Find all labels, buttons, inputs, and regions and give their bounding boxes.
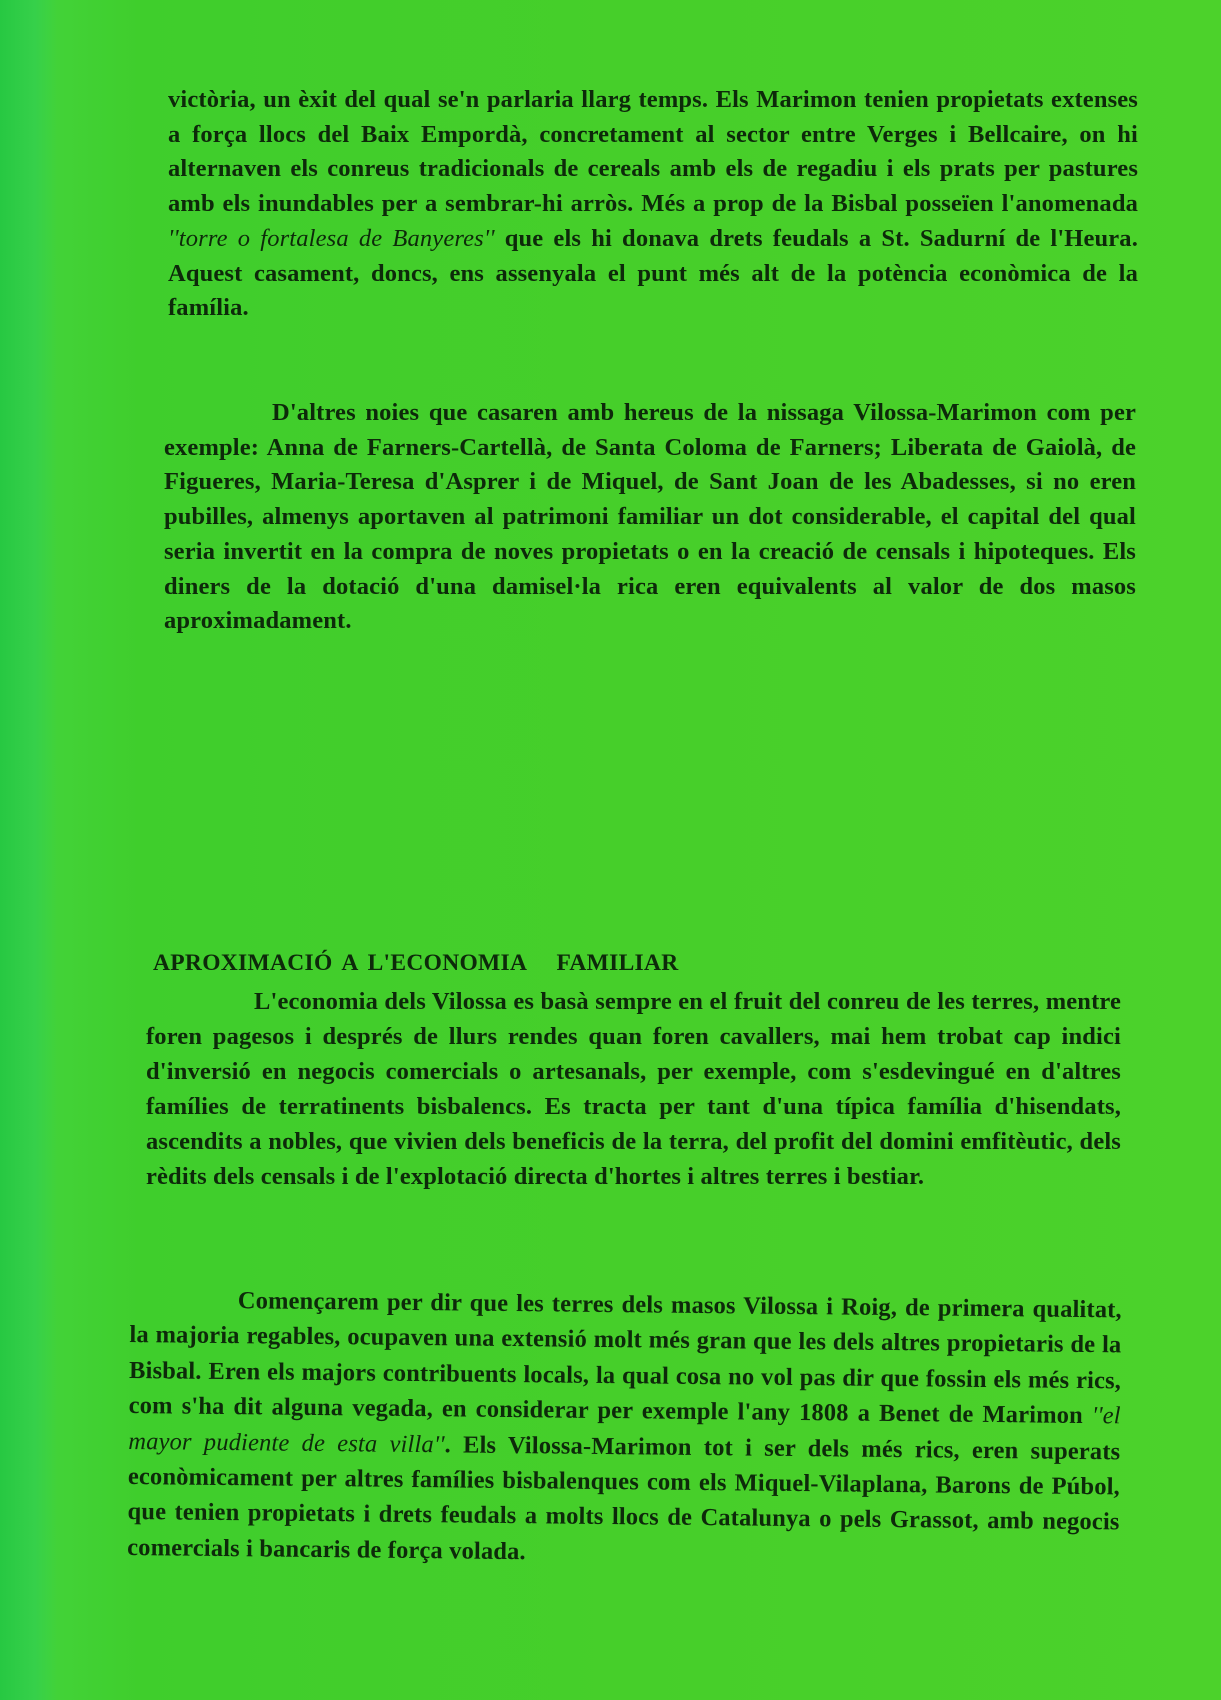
quoted-italic-text: ''torre o fortalesa de Banyeres'' xyxy=(168,224,495,252)
section-heading: APROXIMACIÓ A L'ECONOMIA FAMILIAR xyxy=(153,950,679,976)
paragraph-part-a: victòria, un èxit del qual se'n parlaria llarg temps. Els Marimon tenien propietats extenses a força llocs del Baix Empordà, concretament al sector entre Verges i Bellcaire, on hi alternaven els conreus tradicionals de cereals amb els de regadiu i els prats per pastures amb els inundables per a sembrar-hi arròs. Més a prop de la Bisbal posseïen l'anomenada xyxy=(168,86,1138,218)
paragraph-part-a: Començarem per dir que les terres dels masos Vilossa i Roig, de primera qualitat, la majoria regables, ocupaven una extensió molt més gran que les dels altres propietaris de la Bisbal. Eren els majors contribuents locals, la qual cosa no vol pas dir que fossin els més rics, com s'ha dit alguna vegada, en considerar per exemple l'any 1808 a Benet de Marimon xyxy=(128,1287,1122,1430)
paragraph-text: L'economia dels Vilossa es basà sempre en el fruit del conreu de les terres, mentre foren pagesos i després de llurs rendes quan foren cavallers, mai hem trobat cap indici d'inversió en negocis comercials o artesanals, per exemple, com s'esdevingué en d'altres famílies de terratinents bisbalencs. Es tracta per tant d'una típica família d'hisendats, ascendits a nobles, que vivien dels beneficis de la terra, del profit del domini emfitèutic, dels rèdits dels censals i de l'explotació directa d'hortes i altres terres i bestiar. xyxy=(146,988,1121,1190)
quoted-italic-text: ''el mayor pudiente de esta villa'' xyxy=(128,1402,1121,1458)
paragraph-part-b: . Els Vilossa-Marimon tot i ser dels més rics, eren superats econòmicament per altres famílies bisbalenques com els Miquel-Vilaplana, Barons de Púbol, que tenien propietats i drets feudals a molts llocs de Catalunya o pels Grassot, amb negocis comercials i bancaris de força volada. xyxy=(127,1430,1121,1566)
paragraph-text: D'altres noies que casaren amb hereus de la nissaga Vilossa-Marimon com per exemple: Anna de Farners-Cartellà, de Santa Coloma de Farners; Liberata de Gaiolà, de Figueres, Maria-Teresa d'Asprer i de Miquel, de Sant Joan de les Abadesses, si no eren pubilles, almenys aportaven al patrimoni familiar un dot considerable, el capital del qual seria invertit en la compra de noves propietats o en la creació de censals i hipoteques. Els diners de la dotació d'una damisel·la rica eren equivalents al valor de dos masos aproximadament. xyxy=(164,399,1136,635)
paragraph-lands-comparison xyxy=(127,1282,1122,1576)
paragraph-family-economy xyxy=(146,985,1121,1194)
paragraph-marimon-properties xyxy=(168,83,1138,326)
paragraph-other-marriages xyxy=(164,396,1136,639)
paragraph-text xyxy=(127,1282,1122,1576)
paragraph-part-b: que els hi donava drets feudals a St. Sadurní de l'Heura. Aquest casament, doncs, ens assenyala el punt més alt de la potència econòmica de la família. xyxy=(168,224,1138,322)
paragraph-text xyxy=(168,83,1138,326)
page-spine-shadow xyxy=(0,0,58,1700)
